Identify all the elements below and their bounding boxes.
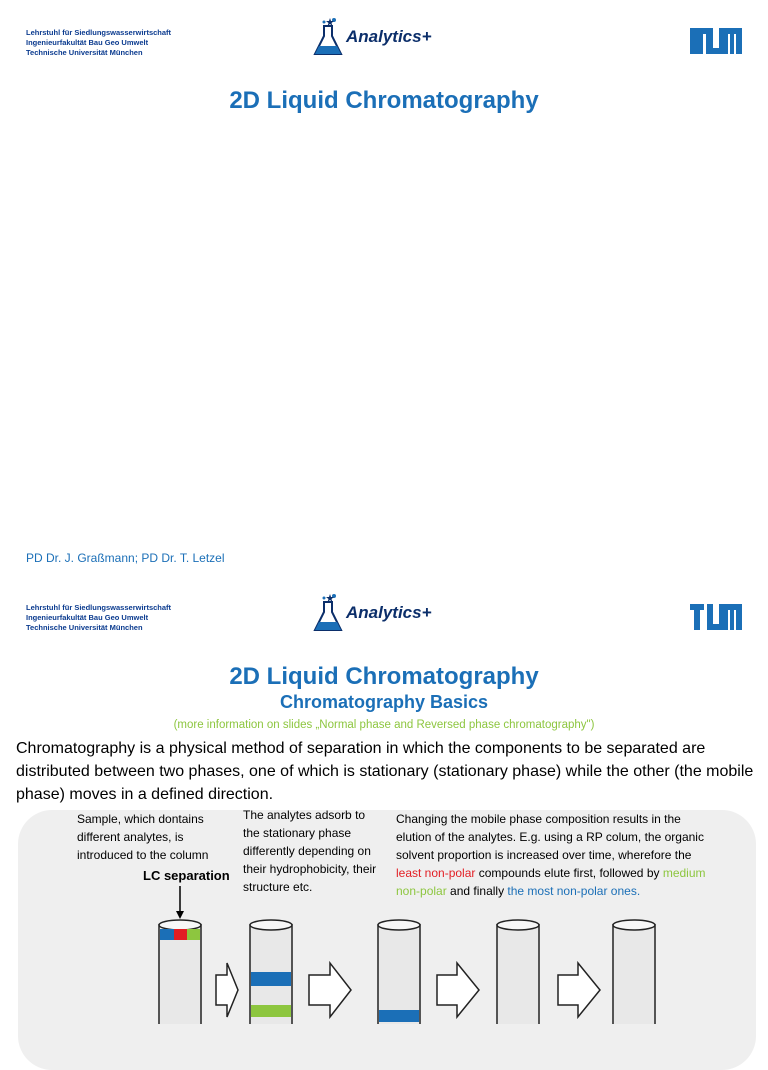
right-arrow-icon: [558, 963, 600, 1017]
slide-subtitle: Chromatography Basics: [279, 692, 489, 712]
institution-line: Technische Universität München: [26, 48, 143, 57]
caption-elution-text: and finally: [446, 884, 508, 898]
column-5: [613, 920, 655, 1024]
institution-line: Lehrstuhl für Siedlungswasserwirtschaft: [26, 28, 172, 37]
institution-line: Ingenieurfakultät Bau Geo Umwelt: [26, 38, 149, 47]
right-arrow-icon: [309, 963, 351, 1017]
institution-line: Technische Universität München: [26, 623, 143, 632]
least-non-polar-text: least non-polar: [396, 866, 476, 880]
caption-elution-text: Changing the mobile phase composition results in the elution of the analytes. E.g. using a RP colum, the organic solvent proportion is increased over time, wherefore the: [396, 812, 704, 862]
band-blue: [251, 972, 291, 986]
column-2: [250, 920, 292, 1024]
institution-line: Lehrstuhl für Siedlungswasserwirtschaft: [26, 603, 172, 612]
slide-title: 2D Liquid Chromatography: [229, 87, 539, 114]
more-info-note: (more information on slides „Normal phase and Reversed phase chromatography"): [173, 719, 595, 731]
slide-title: 2D Liquid Chromatography: [229, 663, 539, 690]
caption-elution-text: compounds elute first, followed by: [475, 866, 663, 880]
band-blue: [379, 1010, 419, 1022]
column-1: [159, 920, 201, 1024]
logo-text: Analytics+: [346, 603, 432, 622]
logo-text: Analytics+: [346, 27, 432, 46]
right-arrow-icon: [216, 963, 238, 1017]
right-arrow-icon: [437, 963, 479, 1017]
definition-paragraph: Chromatography is a physical method of separation in which the components to be separated are distributed between two phases, one of which is stationary (stationary phase) while the other (the mobile phase) moves in a defined direction.: [16, 740, 754, 803]
institution-line: Ingenieurfakultät Bau Geo Umwelt: [26, 613, 149, 622]
authors: PD Dr. J. Graßmann; PD Dr. T. Letzel: [26, 551, 225, 565]
most-non-polar-text: the most non-polar ones.: [507, 884, 641, 898]
band-red: [174, 929, 187, 940]
band-green: [187, 929, 200, 940]
arrowhead-icon: [176, 911, 184, 919]
column-4: [497, 920, 539, 1024]
band-green: [251, 1005, 291, 1017]
lc-separation-label: LC separation: [143, 868, 230, 883]
caption-adsorption: The analytes adsorb to the stationary phase differently depending on their hydrophobicity, their structure etc.: [243, 808, 377, 894]
column-3: [378, 920, 420, 1024]
caption-sample-introduction: Sample, which dontains different analytes, is introduced to the column: [77, 812, 209, 862]
band-blue: [160, 929, 174, 940]
medium-non-polar-text: medium non-polar: [396, 866, 706, 898]
